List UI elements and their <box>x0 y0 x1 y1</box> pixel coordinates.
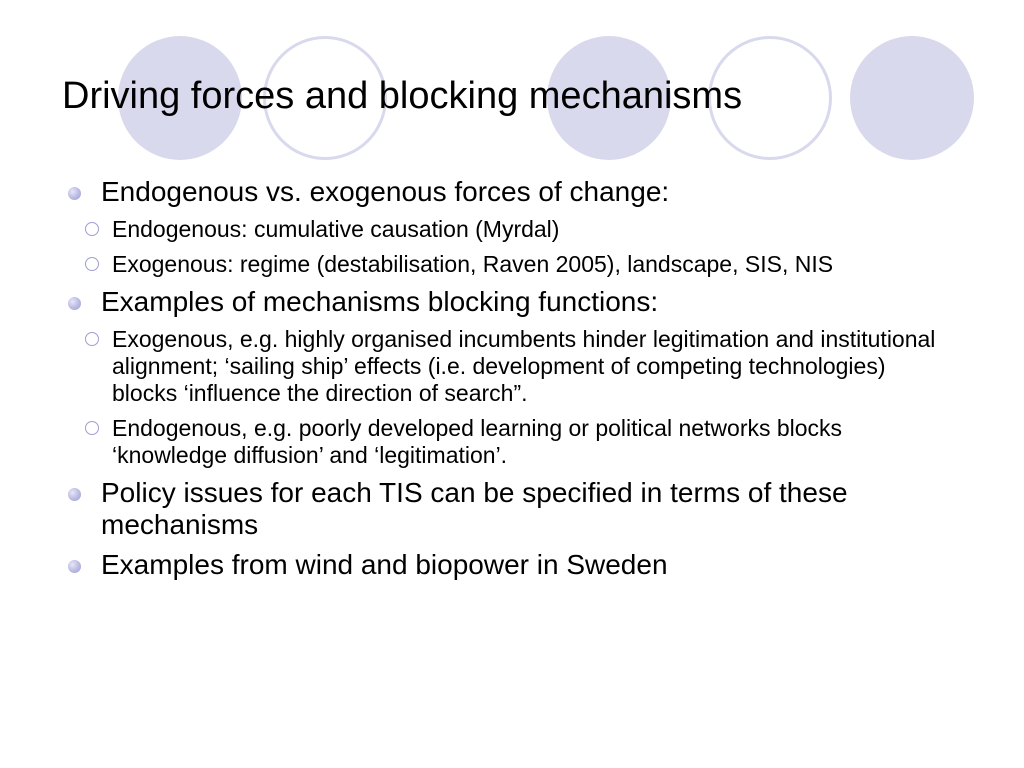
bullet-dot-icon <box>68 560 81 573</box>
bullet-item <box>68 549 968 581</box>
hollow-circle-bullet-icon <box>85 222 99 236</box>
sub-bullet-text: Endogenous, e.g. poorly developed learning or political networks blocks ‘knowledge diffusion’ and ‘legitimation’. <box>112 415 843 468</box>
sub-bullet-item <box>84 216 938 243</box>
bullet-dot-icon <box>68 297 81 310</box>
bullet-item <box>68 477 968 541</box>
bullet-item <box>68 286 968 318</box>
bullet-list <box>68 176 968 589</box>
sub-bullet-list <box>68 326 968 469</box>
sub-bullet-text: Exogenous, e.g. highly organised incumbents hinder legitimation and institutional alignment; ‘sailing ship’ effects (i.e. development of competing technologies) blocks ‘influence the direction of search”. <box>112 326 936 406</box>
sub-bullet-item <box>84 326 938 407</box>
hollow-circle-bullet-icon <box>85 257 99 271</box>
slide-title: Driving forces and blocking mechanisms <box>62 75 743 117</box>
bullet-text: Examples of mechanisms blocking functions: <box>101 286 659 317</box>
bullet-item <box>68 176 968 208</box>
bullet-text: Endogenous vs. exogenous forces of change: <box>101 176 670 207</box>
decorative-circle-filled <box>850 36 974 160</box>
sub-bullet-list <box>68 216 968 278</box>
sub-bullet-text: Exogenous: regime (destabilisation, Raven 2005), landscape, SIS, NIS <box>112 251 834 277</box>
sub-bullet-item <box>84 251 938 278</box>
sub-bullet-item <box>84 415 938 469</box>
sub-bullet-text: Endogenous: cumulative causation (Myrdal) <box>112 216 560 242</box>
hollow-circle-bullet-icon <box>85 332 99 346</box>
bullet-dot-icon <box>68 187 81 200</box>
hollow-circle-bullet-icon <box>85 421 99 435</box>
bullet-text: Policy issues for each TIS can be specified in terms of these mechanisms <box>101 477 848 540</box>
bullet-dot-icon <box>68 488 81 501</box>
bullet-text: Examples from wind and biopower in Sweden <box>101 549 668 580</box>
